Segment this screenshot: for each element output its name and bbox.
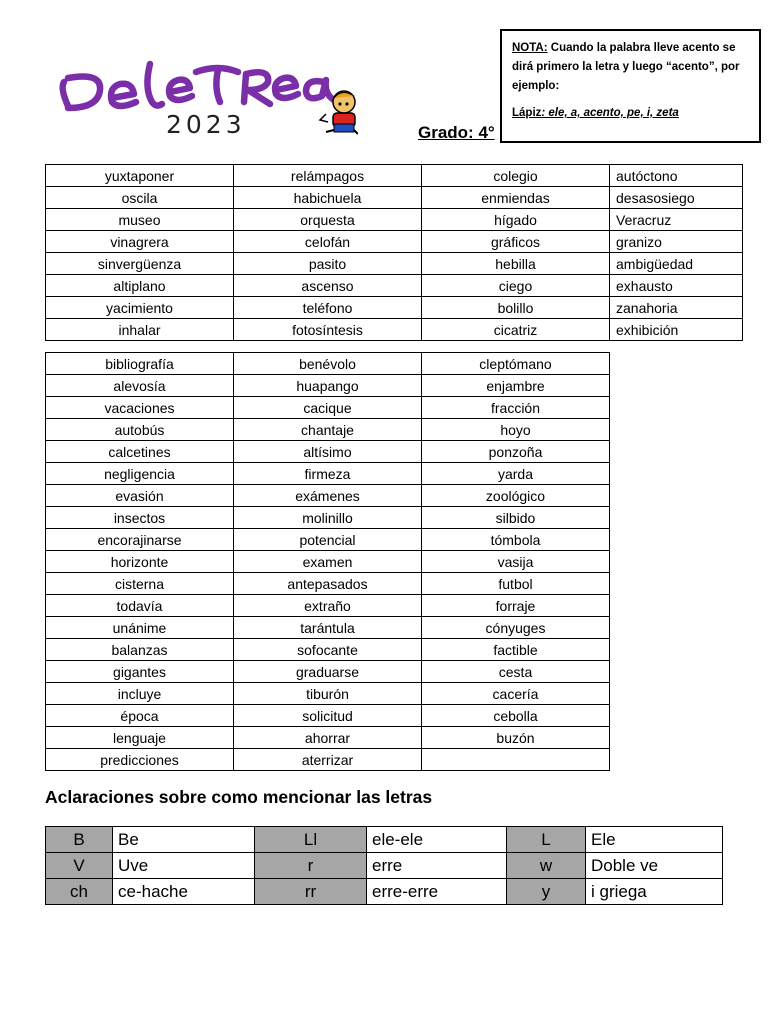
word-cell: fracción (422, 397, 610, 419)
word-row (46, 749, 610, 771)
letter-cell: r (255, 853, 367, 879)
word-cell: futbol (422, 573, 610, 595)
word-cell: autóctono (610, 165, 743, 187)
word-cell: tómbola (422, 529, 610, 551)
word-cell: horizonte (46, 551, 234, 573)
word-cell: todavía (46, 595, 234, 617)
word-cell: predicciones (46, 749, 234, 771)
word-cell: yacimiento (46, 297, 234, 319)
word-row (46, 485, 610, 507)
word-cell: sofocante (234, 639, 422, 661)
word-cell: zoológico (422, 485, 610, 507)
note-example-label: Lápiz (512, 107, 542, 119)
letter-row (46, 879, 723, 905)
word-cell: tiburón (234, 683, 422, 705)
word-cell: ahorrar (234, 727, 422, 749)
letter-cell: V (46, 853, 113, 879)
word-cell: desasosiego (610, 187, 743, 209)
word-cell: habichuela (234, 187, 422, 209)
word-cell: cónyuges (422, 617, 610, 639)
word-cell: celofán (234, 231, 422, 253)
word-cell: ciego (422, 275, 610, 297)
letters-table (45, 826, 723, 905)
word-row (46, 529, 610, 551)
word-cell: cebolla (422, 705, 610, 727)
word-cell: cesta (422, 661, 610, 683)
word-cell: negligencia (46, 463, 234, 485)
word-cell: incluye (46, 683, 234, 705)
letters-heading: Aclaraciones sobre como mencionar las letras (45, 787, 433, 807)
word-table-bottom (45, 352, 610, 771)
note-box (500, 29, 761, 143)
note-label: NOTA: (512, 42, 548, 54)
year-label: 2023 (166, 110, 246, 139)
note-example-value: : ele, a, acento, pe, i, zeta (541, 107, 679, 119)
word-row (46, 727, 610, 749)
word-row (46, 683, 610, 705)
word-cell: alevosía (46, 375, 234, 397)
word-cell: hoyo (422, 419, 610, 441)
word-row (46, 275, 743, 297)
word-cell: factible (422, 639, 610, 661)
word-cell: ambigüedad (610, 253, 743, 275)
word-cell: benévolo (234, 353, 422, 375)
word-cell: examen (234, 551, 422, 573)
word-cell: gigantes (46, 661, 234, 683)
word-cell: extraño (234, 595, 422, 617)
word-cell: altísimo (234, 441, 422, 463)
word-cell: huapango (234, 375, 422, 397)
word-cell: fotosíntesis (234, 319, 422, 341)
word-cell: teléfono (234, 297, 422, 319)
word-cell: ascenso (234, 275, 422, 297)
word-cell: silbido (422, 507, 610, 529)
word-cell: hígado (422, 209, 610, 231)
letter-cell: Ll (255, 827, 367, 853)
word-cell: inhalar (46, 319, 234, 341)
word-table-top (45, 164, 743, 341)
note-text (512, 39, 751, 96)
word-row (46, 661, 610, 683)
word-cell: forraje (422, 595, 610, 617)
word-cell: bolillo (422, 297, 610, 319)
word-cell: cleptómano (422, 353, 610, 375)
word-cell: exhausto (610, 275, 743, 297)
letter-cell: i griega (586, 879, 723, 905)
word-cell: yarda (422, 463, 610, 485)
word-row (46, 441, 610, 463)
word-cell: firmeza (234, 463, 422, 485)
word-cell: cacique (234, 397, 422, 419)
word-row (46, 209, 743, 231)
letter-cell: y (507, 879, 586, 905)
word-cell: exhibición (610, 319, 743, 341)
word-cell: buzón (422, 727, 610, 749)
word-cell: zanahoria (610, 297, 743, 319)
word-row (46, 319, 743, 341)
word-cell: bibliografía (46, 353, 234, 375)
word-cell: tarántula (234, 617, 422, 639)
word-cell: vacaciones (46, 397, 234, 419)
word-cell: solicitud (234, 705, 422, 727)
word-cell: sinvergüenza (46, 253, 234, 275)
word-cell (422, 749, 610, 771)
letter-cell: Uve (113, 853, 255, 879)
word-cell: potencial (234, 529, 422, 551)
letter-cell: Be (113, 827, 255, 853)
note-example (512, 104, 751, 123)
word-cell: calcetines (46, 441, 234, 463)
letter-cell: ce-hache (113, 879, 255, 905)
letter-row (46, 827, 723, 853)
word-cell: relámpagos (234, 165, 422, 187)
word-row (46, 617, 610, 639)
word-row (46, 419, 610, 441)
word-row (46, 375, 610, 397)
word-row (46, 165, 743, 187)
note-body: Cuando la palabra lleve acento se dirá primero la letra y luego “acento”, por ejemplo: (512, 42, 740, 92)
word-cell: orquesta (234, 209, 422, 231)
word-row (46, 507, 610, 529)
letter-cell: erre (367, 853, 507, 879)
letter-cell: B (46, 827, 113, 853)
word-cell: museo (46, 209, 234, 231)
letter-cell: w (507, 853, 586, 879)
letter-cell: Ele (586, 827, 723, 853)
letter-cell: rr (255, 879, 367, 905)
word-cell: enjambre (422, 375, 610, 397)
word-cell: vasija (422, 551, 610, 573)
word-cell: colegio (422, 165, 610, 187)
word-cell: pasito (234, 253, 422, 275)
word-cell: vinagrera (46, 231, 234, 253)
word-row (46, 639, 610, 661)
word-cell: graduarse (234, 661, 422, 683)
word-cell: gráficos (422, 231, 610, 253)
cartoon-kid-figure (320, 91, 358, 134)
word-cell: cicatriz (422, 319, 610, 341)
word-cell: hebilla (422, 253, 610, 275)
word-cell: enmiendas (422, 187, 610, 209)
letter-cell: ele-ele (367, 827, 507, 853)
word-row (46, 551, 610, 573)
word-cell: altiplano (46, 275, 234, 297)
word-cell: molinillo (234, 507, 422, 529)
word-cell: lenguaje (46, 727, 234, 749)
word-cell: encorajinarse (46, 529, 234, 551)
word-row (46, 253, 743, 275)
letter-cell: Doble ve (586, 853, 723, 879)
word-cell: unánime (46, 617, 234, 639)
letter-cell: erre-erre (367, 879, 507, 905)
word-row (46, 573, 610, 595)
word-row (46, 231, 743, 253)
letter-cell: L (507, 827, 586, 853)
word-row (46, 397, 610, 419)
word-cell: exámenes (234, 485, 422, 507)
word-cell: ponzoña (422, 441, 610, 463)
word-cell: aterrizar (234, 749, 422, 771)
word-row (46, 463, 610, 485)
word-row (46, 353, 610, 375)
letter-cell: ch (46, 879, 113, 905)
word-cell: cisterna (46, 573, 234, 595)
word-row (46, 187, 743, 209)
word-cell: granizo (610, 231, 743, 253)
word-cell: insectos (46, 507, 234, 529)
grade-label: Grado: 4° (418, 123, 495, 142)
word-cell: época (46, 705, 234, 727)
word-cell: Veracruz (610, 209, 743, 231)
word-cell: autobús (46, 419, 234, 441)
word-cell: evasión (46, 485, 234, 507)
word-cell: cacería (422, 683, 610, 705)
word-row (46, 705, 610, 727)
word-cell: oscila (46, 187, 234, 209)
word-cell: chantaje (234, 419, 422, 441)
word-row (46, 595, 610, 617)
letter-row (46, 853, 723, 879)
word-cell: antepasados (234, 573, 422, 595)
word-cell: yuxtaponer (46, 165, 234, 187)
word-cell: balanzas (46, 639, 234, 661)
word-row (46, 297, 743, 319)
